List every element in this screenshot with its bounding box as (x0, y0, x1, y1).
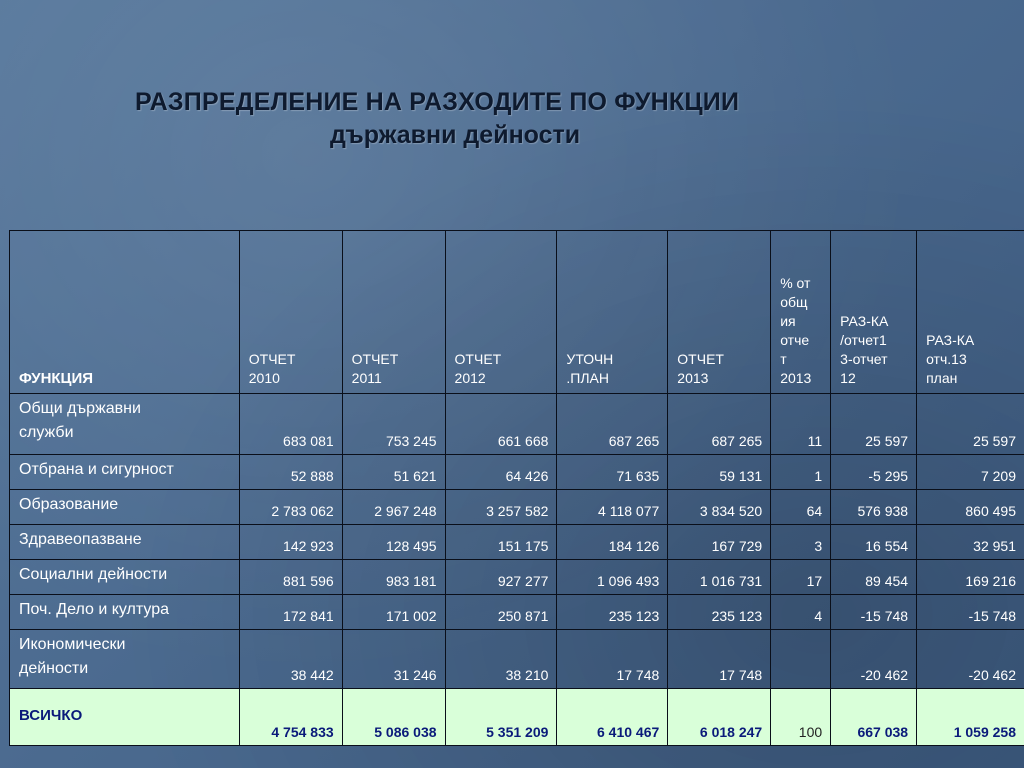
total-value: 6 018 247 (668, 689, 771, 746)
cell-value: 17 748 (668, 630, 771, 689)
slide-title: РАЗПРЕДЕЛЕНИЕ НА РАЗХОДИТЕ ПО ФУНКЦИИ (135, 88, 740, 116)
cell-value (771, 630, 831, 689)
cell-value: 687 265 (668, 394, 771, 455)
cell-value: 4 118 077 (557, 490, 668, 525)
cell-value: 235 123 (557, 595, 668, 630)
cell-value: 11 (771, 394, 831, 455)
cell-value: 64 (771, 490, 831, 525)
cell-value: 683 081 (239, 394, 342, 455)
cell-value: -20 462 (831, 630, 917, 689)
cell-value: 172 841 (239, 595, 342, 630)
cell-value: 1 (771, 455, 831, 490)
row-function-name: Образование (10, 490, 240, 525)
cell-value: 151 175 (445, 525, 557, 560)
cell-value: -15 748 (831, 595, 917, 630)
table-row (10, 525, 1024, 560)
cell-value: 927 277 (445, 560, 557, 595)
cell-value: 142 923 (239, 525, 342, 560)
cell-value: 171 002 (342, 595, 445, 630)
cell-value: 4 (771, 595, 831, 630)
total-label: ВСИЧКО (10, 689, 240, 746)
cell-value: 2 967 248 (342, 490, 445, 525)
cell-value: 128 495 (342, 525, 445, 560)
row-function-name: Икономически дейности (10, 630, 240, 689)
cell-value: 1 096 493 (557, 560, 668, 595)
cell-value: -20 462 (917, 630, 1024, 689)
table-row (10, 455, 1024, 490)
cell-value: 2 783 062 (239, 490, 342, 525)
total-value: 5 086 038 (342, 689, 445, 746)
expenditure-table (9, 230, 1024, 746)
cell-value: 25 597 (917, 394, 1024, 455)
header-report-2010: ОТЧЕТ 2010 (239, 231, 342, 394)
header-report-2012: ОТЧЕТ 2012 (445, 231, 557, 394)
cell-value: 17 (771, 560, 831, 595)
total-value: 5 351 209 (445, 689, 557, 746)
cell-value: 167 729 (668, 525, 771, 560)
cell-value: -15 748 (917, 595, 1024, 630)
header-updated-plan: УТОЧН .ПЛАН (557, 231, 668, 394)
total-row (10, 689, 1024, 746)
cell-value: 71 635 (557, 455, 668, 490)
cell-value: 25 597 (831, 394, 917, 455)
cell-value: 52 888 (239, 455, 342, 490)
row-function-name: Здравеопазване (10, 525, 240, 560)
total-value: 6 410 467 (557, 689, 668, 746)
cell-value: 250 871 (445, 595, 557, 630)
row-function-name: Отбрана и сигурност (10, 455, 240, 490)
header-percent-of-total: % от общ ия отче т 2013 (771, 231, 831, 394)
table-row (10, 560, 1024, 595)
cell-value: 753 245 (342, 394, 445, 455)
cell-value: 51 621 (342, 455, 445, 490)
cell-value: 184 126 (557, 525, 668, 560)
cell-value: 235 123 (668, 595, 771, 630)
total-value: 4 754 833 (239, 689, 342, 746)
header-function: ФУНКЦИЯ (10, 231, 240, 394)
cell-value: 576 938 (831, 490, 917, 525)
header-diff-report13-report12: РАЗ-КА /отчет1 3-отчет 12 (831, 231, 917, 394)
cell-value: 860 495 (917, 490, 1024, 525)
row-function-name: Поч. Дело и култура (10, 595, 240, 630)
cell-value: 687 265 (557, 394, 668, 455)
cell-value: 3 257 582 (445, 490, 557, 525)
header-report-2013: ОТЧЕТ 2013 (668, 231, 771, 394)
cell-value: 59 131 (668, 455, 771, 490)
cell-value: 16 554 (831, 525, 917, 560)
row-function-name: Общи държавни служби (10, 394, 240, 455)
cell-value: 32 951 (917, 525, 1024, 560)
cell-value: 64 426 (445, 455, 557, 490)
cell-value: 89 454 (831, 560, 917, 595)
cell-value: 1 016 731 (668, 560, 771, 595)
table-row (10, 490, 1024, 525)
cell-value: 17 748 (557, 630, 668, 689)
cell-value: 169 216 (917, 560, 1024, 595)
cell-value: -5 295 (831, 455, 917, 490)
row-function-name: Социални дейности (10, 560, 240, 595)
cell-value: 661 668 (445, 394, 557, 455)
table-row (10, 394, 1024, 455)
cell-value: 31 246 (342, 630, 445, 689)
total-percent: 100 (771, 689, 831, 746)
cell-value: 3 834 520 (668, 490, 771, 525)
header-diff-report13-plan: РАЗ-КА отч.13 план (917, 231, 1024, 394)
header-row (10, 231, 1024, 394)
table-row (10, 630, 1024, 689)
table-row (10, 595, 1024, 630)
slide-subtitle: държавни дейности (330, 121, 581, 149)
total-value: 1 059 258 (917, 689, 1024, 746)
cell-value: 3 (771, 525, 831, 560)
cell-value: 38 442 (239, 630, 342, 689)
cell-value: 881 596 (239, 560, 342, 595)
cell-value: 38 210 (445, 630, 557, 689)
total-value: 667 038 (831, 689, 917, 746)
header-report-2011: ОТЧЕТ 2011 (342, 231, 445, 394)
cell-value: 983 181 (342, 560, 445, 595)
cell-value: 7 209 (917, 455, 1024, 490)
